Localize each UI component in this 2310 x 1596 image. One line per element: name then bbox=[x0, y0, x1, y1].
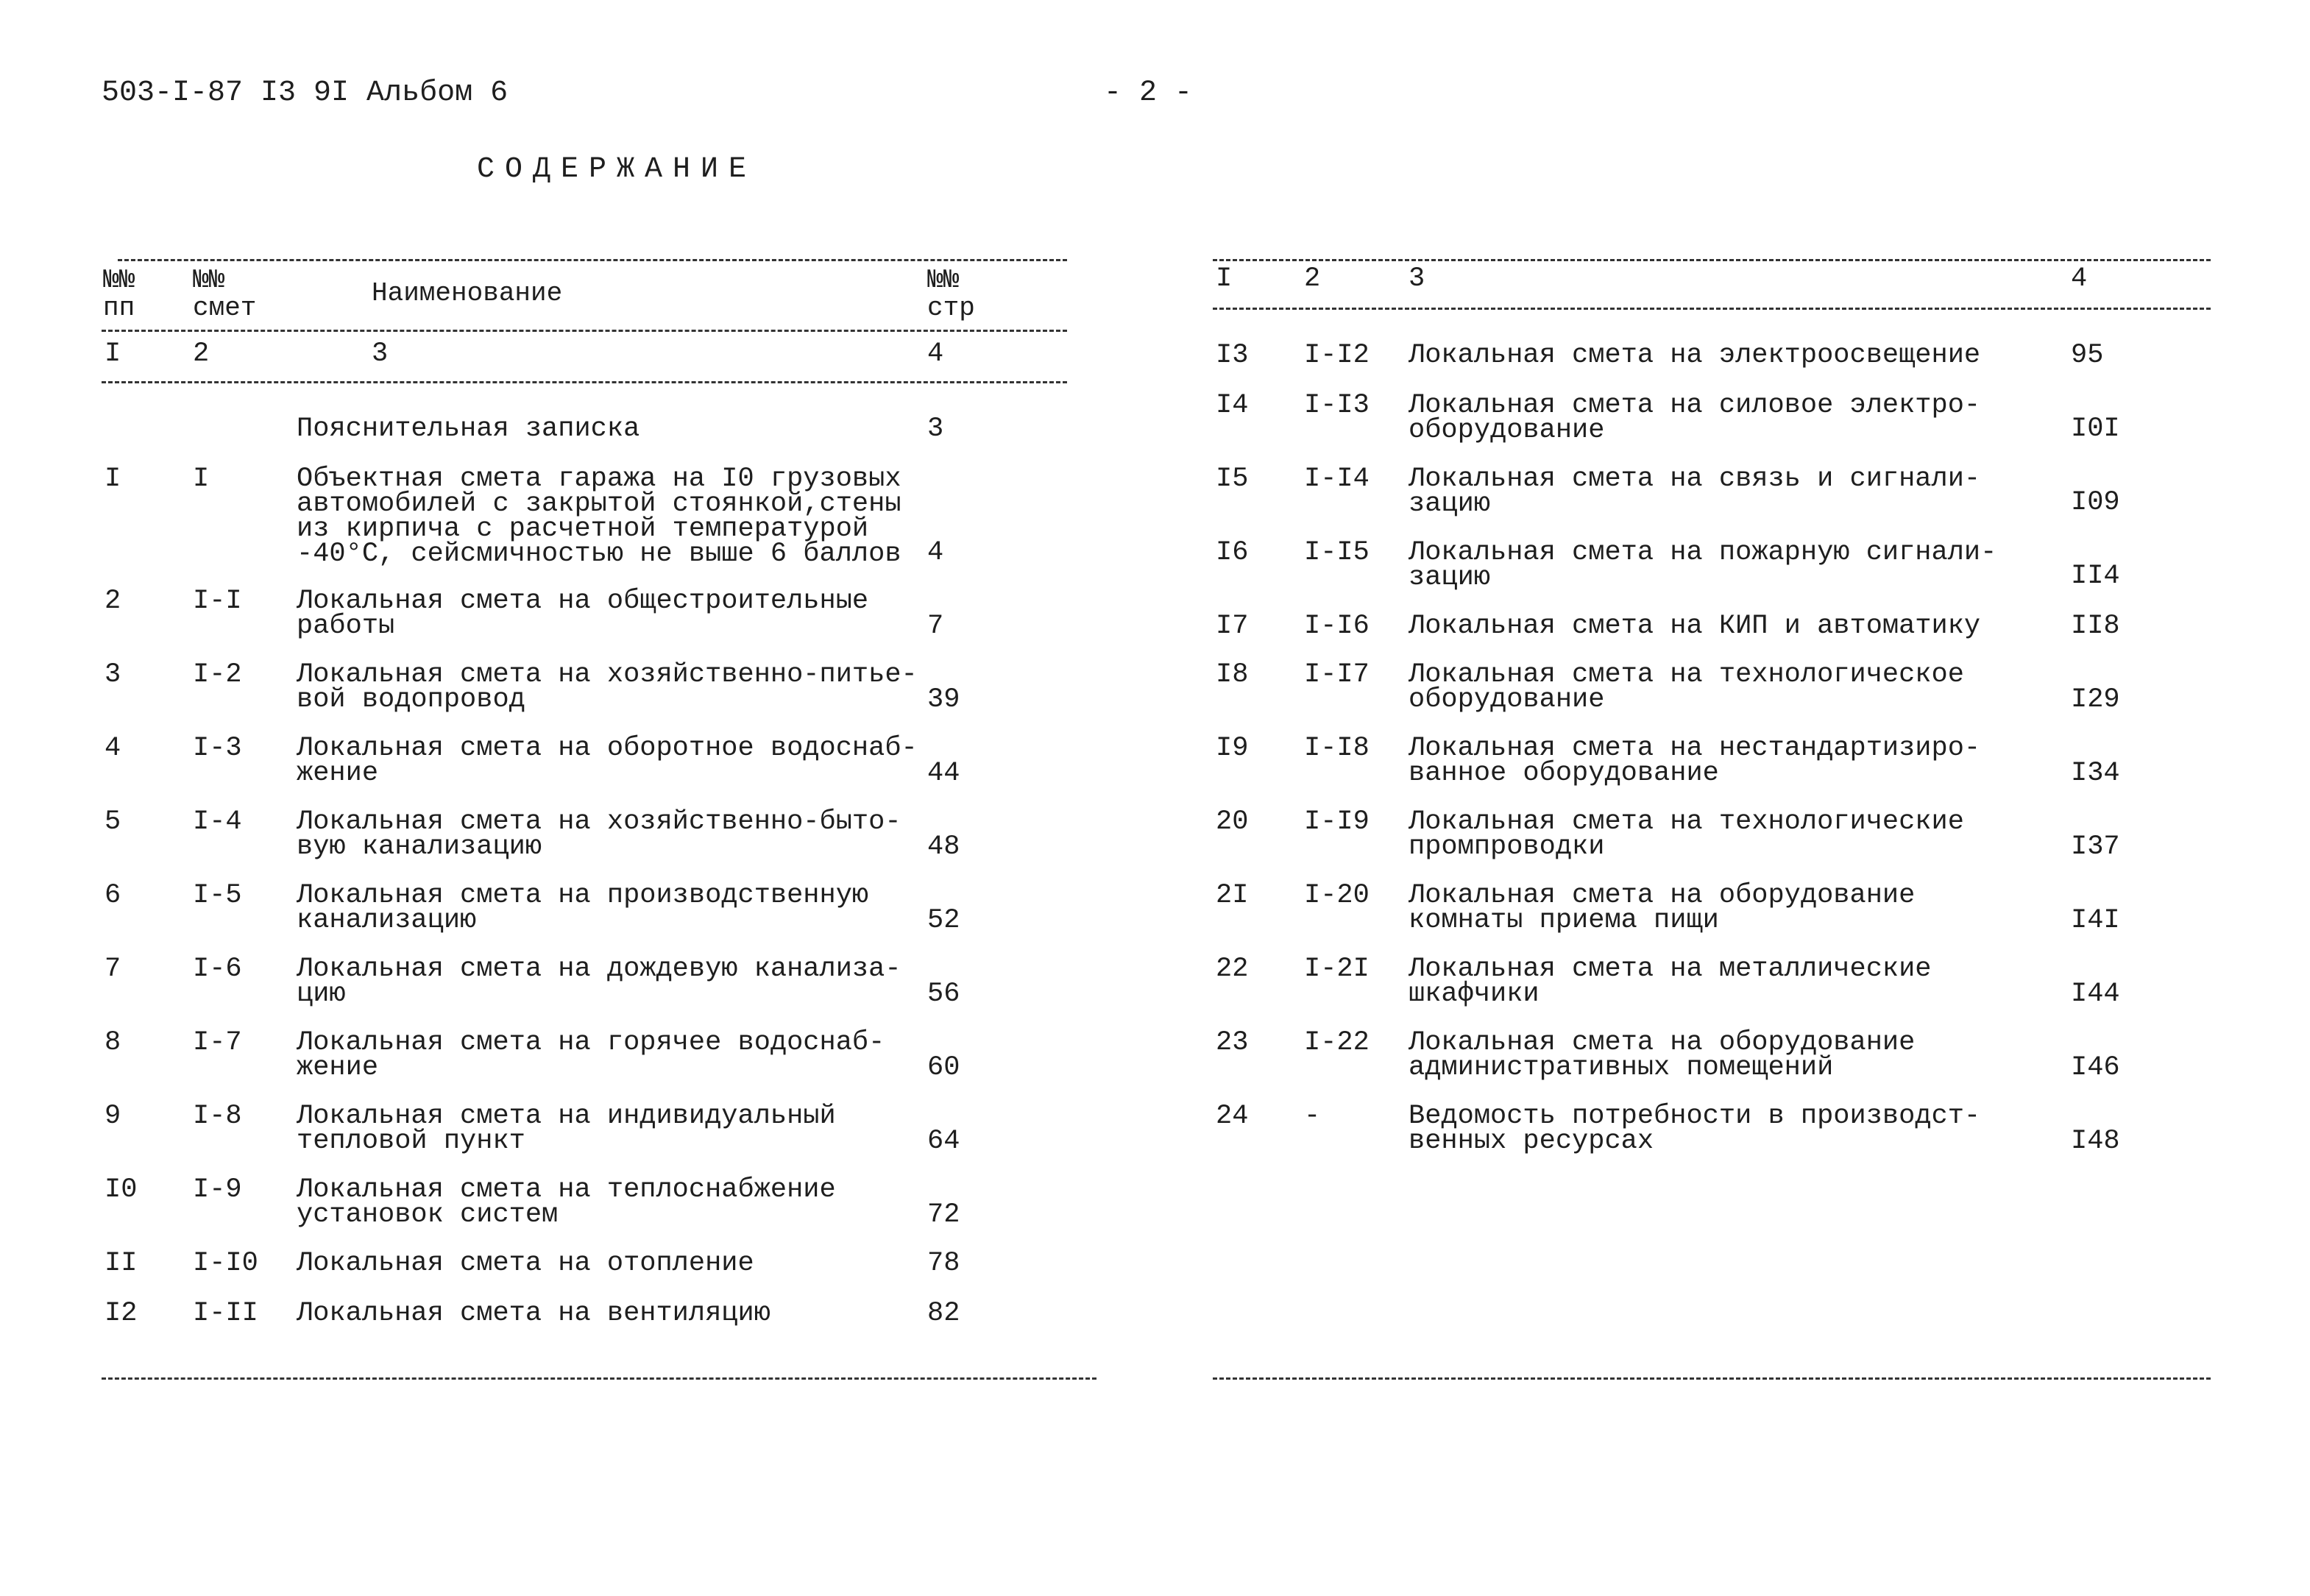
row-page: I34 bbox=[2071, 758, 2120, 789]
row-num: 22 bbox=[1216, 954, 1249, 985]
row-page: 52 bbox=[927, 905, 960, 936]
row-num: I6 bbox=[1216, 537, 1249, 568]
right-colnum-1: I bbox=[1216, 263, 1233, 294]
row-name: Пояснительная записка bbox=[297, 414, 640, 444]
left-colnum-3: 3 bbox=[372, 338, 389, 369]
row-smeta: I-I2 bbox=[1304, 340, 1370, 371]
row-name: Локальная смета на оборудование административных помещений bbox=[1409, 1027, 1916, 1083]
row-name: Ведомость потребности в производст- венных ресурсах bbox=[1409, 1101, 1981, 1157]
row-name: Локальная смета на технологическое оборудование bbox=[1409, 659, 1964, 715]
row-name: Локальная смета на отопление bbox=[297, 1248, 754, 1279]
row-name: Локальная смета на хозяйственно-быто- вую канализацию bbox=[297, 806, 901, 862]
right-header-rule bbox=[1213, 308, 2211, 310]
row-num: I4 bbox=[1216, 390, 1249, 421]
document-title: СОДЕРЖАНИЕ bbox=[477, 153, 757, 186]
left-col-smeta-header: №№ смет bbox=[193, 265, 257, 323]
row-num: I2 bbox=[104, 1298, 138, 1329]
row-page: 60 bbox=[927, 1052, 960, 1083]
row-smeta: I-5 bbox=[193, 880, 242, 911]
left-colnum-4: 4 bbox=[927, 338, 944, 369]
row-num: I7 bbox=[1216, 611, 1249, 642]
row-page: 56 bbox=[927, 979, 960, 1010]
row-page: I09 bbox=[2071, 487, 2120, 518]
left-col-name-header: Наименование bbox=[372, 278, 563, 308]
row-num: I8 bbox=[1216, 659, 1249, 690]
right-table-top-rule bbox=[1213, 259, 2211, 261]
row-smeta: I-9 bbox=[193, 1174, 242, 1205]
row-smeta: I-I bbox=[193, 586, 242, 617]
row-page: 64 bbox=[927, 1126, 960, 1157]
row-smeta: I-I4 bbox=[1304, 464, 1370, 494]
right-colnum-2: 2 bbox=[1304, 263, 1321, 294]
row-page: 82 bbox=[927, 1298, 960, 1329]
row-num: I5 bbox=[1216, 464, 1249, 494]
row-smeta: I-4 bbox=[193, 806, 242, 837]
left-table-bottom-rule bbox=[102, 1377, 1096, 1380]
row-num: 3 bbox=[104, 659, 121, 690]
row-page: 7 bbox=[927, 611, 944, 642]
row-page: I0I bbox=[2071, 414, 2120, 444]
left-colnum-1: I bbox=[104, 338, 121, 369]
row-smeta: I-20 bbox=[1304, 880, 1370, 911]
document-code: 503-I-87 I3 9I Альбом 6 bbox=[102, 77, 509, 110]
row-name: Локальная смета на оборотное водоснаб- жение bbox=[297, 733, 918, 789]
row-smeta: I-I6 bbox=[1304, 611, 1370, 642]
row-num: I9 bbox=[1216, 733, 1249, 764]
right-colnum-3: 3 bbox=[1409, 263, 1425, 294]
row-smeta: I-I5 bbox=[1304, 537, 1370, 568]
row-smeta: I-7 bbox=[193, 1027, 242, 1058]
left-colnum-2: 2 bbox=[193, 338, 210, 369]
page-number: - 2 - bbox=[1104, 77, 1193, 110]
row-smeta: I-2I bbox=[1304, 954, 1370, 985]
row-page: 48 bbox=[927, 831, 960, 862]
left-table-top-rule bbox=[118, 259, 1067, 261]
row-page: I4I bbox=[2071, 905, 2120, 936]
row-name: Локальная смета на силовое электро- оборудование bbox=[1409, 390, 1981, 446]
row-page: 78 bbox=[927, 1248, 960, 1279]
row-name: Локальная смета на теплоснабжение установок систем bbox=[297, 1174, 836, 1230]
row-smeta: I-6 bbox=[193, 954, 242, 985]
row-smeta: I-I3 bbox=[1304, 390, 1370, 421]
row-name: Локальная смета на дождевую канализа- цию bbox=[297, 954, 901, 1010]
right-colnum-4: 4 bbox=[2071, 263, 2088, 294]
row-num: I0 bbox=[104, 1174, 138, 1205]
row-name: Локальная смета на электроосвещение bbox=[1409, 340, 1981, 371]
row-name: Локальная смета на технологические промпроводки bbox=[1409, 806, 1964, 862]
row-page: 72 bbox=[927, 1199, 960, 1230]
row-num: 5 bbox=[104, 806, 121, 837]
row-smeta: I-I7 bbox=[1304, 659, 1370, 690]
left-col-num-header: №№ пп bbox=[103, 265, 135, 323]
row-num: II bbox=[104, 1248, 138, 1279]
row-smeta: - bbox=[1304, 1101, 1321, 1132]
row-smeta: I-I8 bbox=[1304, 733, 1370, 764]
row-smeta: I-8 bbox=[193, 1101, 242, 1132]
row-page: 39 bbox=[927, 684, 960, 715]
row-name: Локальная смета на хозяйственно-питье- вой водопровод bbox=[297, 659, 918, 715]
row-page: 44 bbox=[927, 758, 960, 789]
row-name: Локальная смета на общестроительные работы bbox=[297, 586, 869, 642]
left-header-rule bbox=[102, 330, 1067, 332]
row-page: I46 bbox=[2071, 1052, 2120, 1083]
row-smeta: I-22 bbox=[1304, 1027, 1370, 1058]
row-name: Локальная смета на оборудование комнаты приема пищи bbox=[1409, 880, 1916, 936]
row-name: Локальная смета на индивидуальный тепловой пункт bbox=[297, 1101, 836, 1157]
right-table-bottom-rule bbox=[1213, 1377, 2211, 1380]
row-smeta: I bbox=[193, 464, 210, 494]
row-num: I3 bbox=[1216, 340, 1249, 371]
left-colnum-rule bbox=[102, 381, 1067, 383]
row-page: 95 bbox=[2071, 340, 2104, 371]
row-smeta: I-I9 bbox=[1304, 806, 1370, 837]
row-num: 24 bbox=[1216, 1101, 1249, 1132]
row-num: 4 bbox=[104, 733, 121, 764]
row-page: 3 bbox=[927, 414, 944, 444]
row-name: Объектная смета гаража на I0 грузовых автомобилей с закрытой стоянкой,стены из кирпича с расчетной температурой -40°С, сейсмичностью не выше 6 баллов bbox=[297, 464, 901, 570]
row-page: I44 bbox=[2071, 979, 2120, 1010]
row-page: I29 bbox=[2071, 684, 2120, 715]
row-num: 8 bbox=[104, 1027, 121, 1058]
row-num: I bbox=[104, 464, 121, 494]
row-name: Локальная смета на горячее водоснаб- жение bbox=[297, 1027, 885, 1083]
row-name: Локальная смета на вентиляцию bbox=[297, 1298, 770, 1329]
row-num: 7 bbox=[104, 954, 121, 985]
row-num: 9 bbox=[104, 1101, 121, 1132]
row-smeta: I-II bbox=[193, 1298, 258, 1329]
row-page: I48 bbox=[2071, 1126, 2120, 1157]
row-name: Локальная смета на производственную канализацию bbox=[297, 880, 869, 936]
left-col-page-header: №№ стр bbox=[927, 265, 975, 323]
row-num: 2 bbox=[104, 586, 121, 617]
row-smeta: I-I0 bbox=[193, 1248, 258, 1279]
row-smeta: I-2 bbox=[193, 659, 242, 690]
row-smeta: I-3 bbox=[193, 733, 242, 764]
row-num: 6 bbox=[104, 880, 121, 911]
row-page: II4 bbox=[2071, 561, 2120, 592]
row-name: Локальная смета на пожарную сигнали- зацию bbox=[1409, 537, 1997, 593]
row-num: 23 bbox=[1216, 1027, 1249, 1058]
row-page: 4 bbox=[927, 537, 944, 568]
row-name: Локальная смета на связь и сигнали- зацию bbox=[1409, 464, 1981, 519]
row-name: Локальная смета на нестандартизиро- ванное оборудование bbox=[1409, 733, 1981, 789]
row-num: 20 bbox=[1216, 806, 1249, 837]
row-name: Локальная смета на КИП и автоматику bbox=[1409, 611, 1981, 642]
row-page: I37 bbox=[2071, 831, 2120, 862]
row-page: II8 bbox=[2071, 611, 2120, 642]
row-num: 2I bbox=[1216, 880, 1249, 911]
row-name: Локальная смета на металлические шкафчики bbox=[1409, 954, 1932, 1010]
